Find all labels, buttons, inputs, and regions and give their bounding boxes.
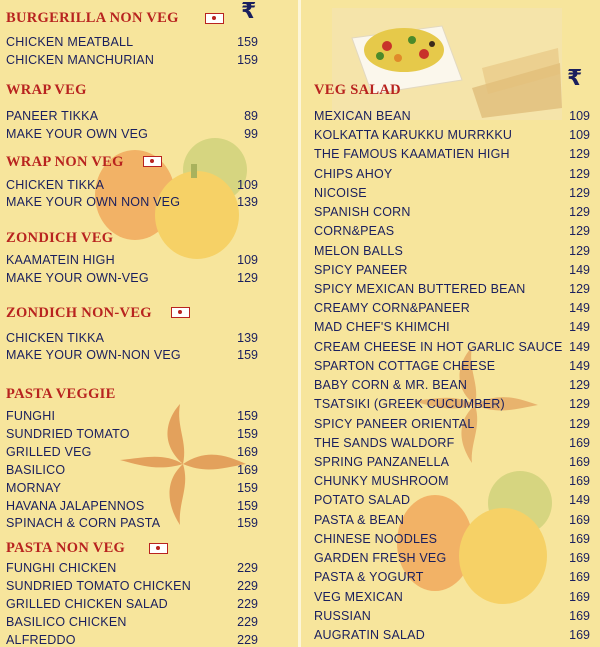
menu-item-price: 129 <box>237 271 258 285</box>
section-title-zondich-non-veg: ZONDICH NON-VEG <box>6 305 152 321</box>
menu-item-name: BABY CORN & MR. BEAN <box>314 378 468 393</box>
non-veg-icon <box>143 156 162 167</box>
menu-item-name: BASILICO CHICKEN <box>6 614 127 629</box>
menu-item-name: MAKE YOUR OWN NON VEG <box>6 195 181 209</box>
menu-item-price: 139 <box>237 195 258 209</box>
menu-item-price: 129 <box>569 416 590 431</box>
menu-item-name: VEG MEXICAN <box>314 589 404 604</box>
menu-item-name: RUSSIAN <box>314 608 371 623</box>
menu-item-price: 159 <box>237 498 258 513</box>
menu-item-price: 129 <box>569 397 590 412</box>
menu-item-price: 159 <box>237 480 258 495</box>
menu-item-price: 89 <box>244 109 258 123</box>
menu-item-name: ALFREDDO <box>6 632 76 647</box>
menu-item-name: GRILLED CHICKEN SALAD <box>6 596 168 611</box>
menu-item-name: NICOISE <box>314 185 367 200</box>
menu-item-price: 109 <box>569 109 590 123</box>
menu-item-name: AUGRATIN SALAD <box>314 627 425 642</box>
menu-item-name: CHICKEN TIKKA <box>6 178 105 192</box>
menu-item-name: SUNDRIED TOMATO <box>6 426 130 441</box>
menu-item-name: SPINACH & CORN PASTA <box>6 516 161 531</box>
menu-item-name: PASTA & YOGURT <box>314 570 424 585</box>
menu-item-price: 109 <box>237 253 258 267</box>
menu-item-price: 149 <box>569 320 590 335</box>
menu-item-price: 229 <box>237 561 258 575</box>
menu-item-name: HAVANA JALAPENNOS <box>6 498 145 513</box>
section-title-zondich-veg: ZONDICH VEG <box>6 230 114 246</box>
menu-item-price: 159 <box>237 516 258 531</box>
menu-item-price: 169 <box>569 551 590 566</box>
menu-item-price: 169 <box>237 462 258 477</box>
menu-item-name: SUNDRIED TOMATO CHICKEN <box>6 578 191 593</box>
menu-item-price: 159 <box>237 348 258 362</box>
menu-item-name: MORNAY <box>6 480 62 495</box>
menu-item-price: 159 <box>237 35 258 49</box>
menu-item-name: CORN&PEAS <box>314 224 395 239</box>
menu-item-name: TSATSIKI (GREEK CUCUMBER) <box>314 397 505 412</box>
menu-item-price: 149 <box>569 358 590 373</box>
menu-item-name: SPARTON COTTAGE CHEESE <box>314 358 496 373</box>
menu-item-name: MAKE YOUR OWN VEG <box>6 127 149 141</box>
menu-item-name: CHICKEN MEATBALL <box>6 35 134 49</box>
menu-item-price: 159 <box>237 426 258 441</box>
menu-item-price: 129 <box>569 243 590 258</box>
menu-item-name: SPANISH CORN <box>314 205 411 220</box>
menu-item-name: POTATO SALAD <box>314 493 411 508</box>
menu-item-price: 229 <box>237 596 258 611</box>
menu-item-name: CHUNKY MUSHROOM <box>314 474 449 489</box>
menu-item-name: SPICY PANEER <box>314 262 408 277</box>
section-title-veg-salad: VEG SALAD <box>314 82 401 98</box>
menu-item-name: MEXICAN BEAN <box>314 109 411 123</box>
menu-item-name: CHICKEN MANCHURIAN <box>6 53 155 67</box>
menu-item-price: 129 <box>569 281 590 296</box>
menu-item-price: 149 <box>569 493 590 508</box>
menu-item-name: KAAMATEIN HIGH <box>6 253 115 267</box>
menu-item-name: THE FAMOUS KAAMATIEN HIGH <box>314 147 510 162</box>
menu-item-name: SPRING PANZANELLA <box>314 454 450 469</box>
menu-item-name: PANEER TIKKA <box>6 109 99 123</box>
menu-item-price: 159 <box>237 409 258 423</box>
menu-item-price: 169 <box>569 627 590 642</box>
non-veg-icon <box>205 13 224 24</box>
menu-item-name: THE SANDS WALDORF <box>314 435 455 450</box>
menu-item-price: 139 <box>237 331 258 345</box>
menu-item-price: 129 <box>569 166 590 181</box>
salad-bowl-image <box>332 8 562 120</box>
menu-item-name: GARDEN FRESH VEG <box>314 551 447 566</box>
menu-item-name: KOLKATTA KARUKKU MURRKKU <box>314 128 513 143</box>
menu-item-price: 229 <box>237 632 258 647</box>
menu-item-price: 169 <box>569 589 590 604</box>
menu-item-price: 229 <box>237 578 258 593</box>
menu-item-price: 149 <box>569 339 590 354</box>
menu-item-name: SPICY PANEER ORIENTAL <box>314 416 475 431</box>
menu-item-price: 169 <box>237 444 258 459</box>
menu-item-name: SPICY MEXICAN BUTTERED BEAN <box>314 281 526 296</box>
section-title-pasta-veggie: PASTA VEGGIE <box>6 386 116 402</box>
menu-item-price: 99 <box>244 127 258 141</box>
menu-item-price: 129 <box>569 185 590 200</box>
menu-item-name: FUNGHI CHICKEN <box>6 561 117 575</box>
menu-item-name: CHINESE NOODLES <box>314 531 438 546</box>
menu-item-price: 109 <box>237 178 258 192</box>
menu-item-price: 149 <box>569 262 590 277</box>
menu-item-price: 169 <box>569 454 590 469</box>
rupee-icon-right: ₹ <box>567 66 583 91</box>
menu-item-name: MAD CHEF'S KHIMCHI <box>314 320 450 335</box>
menu-item-name: MAKE YOUR OWN-VEG <box>6 271 149 285</box>
menu-item-price: 169 <box>569 435 590 450</box>
menu-item-name: GRILLED VEG <box>6 444 92 459</box>
section-title-wrap-veg: WRAP VEG <box>6 82 87 98</box>
menu-item-name: PASTA & BEAN <box>314 512 405 527</box>
menu-item-name: MELON BALLS <box>314 243 404 258</box>
menu-item-price: 169 <box>569 512 590 527</box>
non-veg-icon <box>171 307 190 318</box>
menu-item-price: 169 <box>569 570 590 585</box>
section-title-burgerilla-non-veg: BURGERILLA NON VEG <box>6 10 179 26</box>
menu-item-price: 159 <box>237 53 258 67</box>
menu-item-price: 149 <box>569 301 590 316</box>
menu-item-name: FUNGHI <box>6 409 56 423</box>
column-divider <box>298 0 301 647</box>
menu-item-price: 129 <box>569 205 590 220</box>
section-title-wrap-non-veg: WRAP NON VEG <box>6 154 124 170</box>
menu-item-name: CREAM CHEESE IN HOT GARLIC SAUCE <box>314 339 563 354</box>
menu-item-price: 109 <box>569 128 590 143</box>
menu-item-price: 129 <box>569 378 590 393</box>
menu-item-price: 229 <box>237 614 258 629</box>
menu-item-price: 169 <box>569 608 590 623</box>
menu-item-name: CHIPS AHOY <box>314 166 393 181</box>
rupee-icon: ₹ <box>241 0 257 24</box>
menu-item-price: 169 <box>569 531 590 546</box>
non-veg-icon <box>149 543 168 554</box>
menu-item-name: BASILICO <box>6 462 66 477</box>
menu-item-price: 129 <box>569 224 590 239</box>
menu-item-name: CREAMY CORN&PANEER <box>314 301 470 316</box>
menu-item-price: 169 <box>569 474 590 489</box>
menu-item-price: 129 <box>569 147 590 162</box>
section-title-pasta-non-veg: PASTA NON VEG <box>6 540 126 556</box>
menu-item-name: CHICKEN TIKKA <box>6 331 105 345</box>
menu-item-name: MAKE YOUR OWN-NON VEG <box>6 348 181 362</box>
